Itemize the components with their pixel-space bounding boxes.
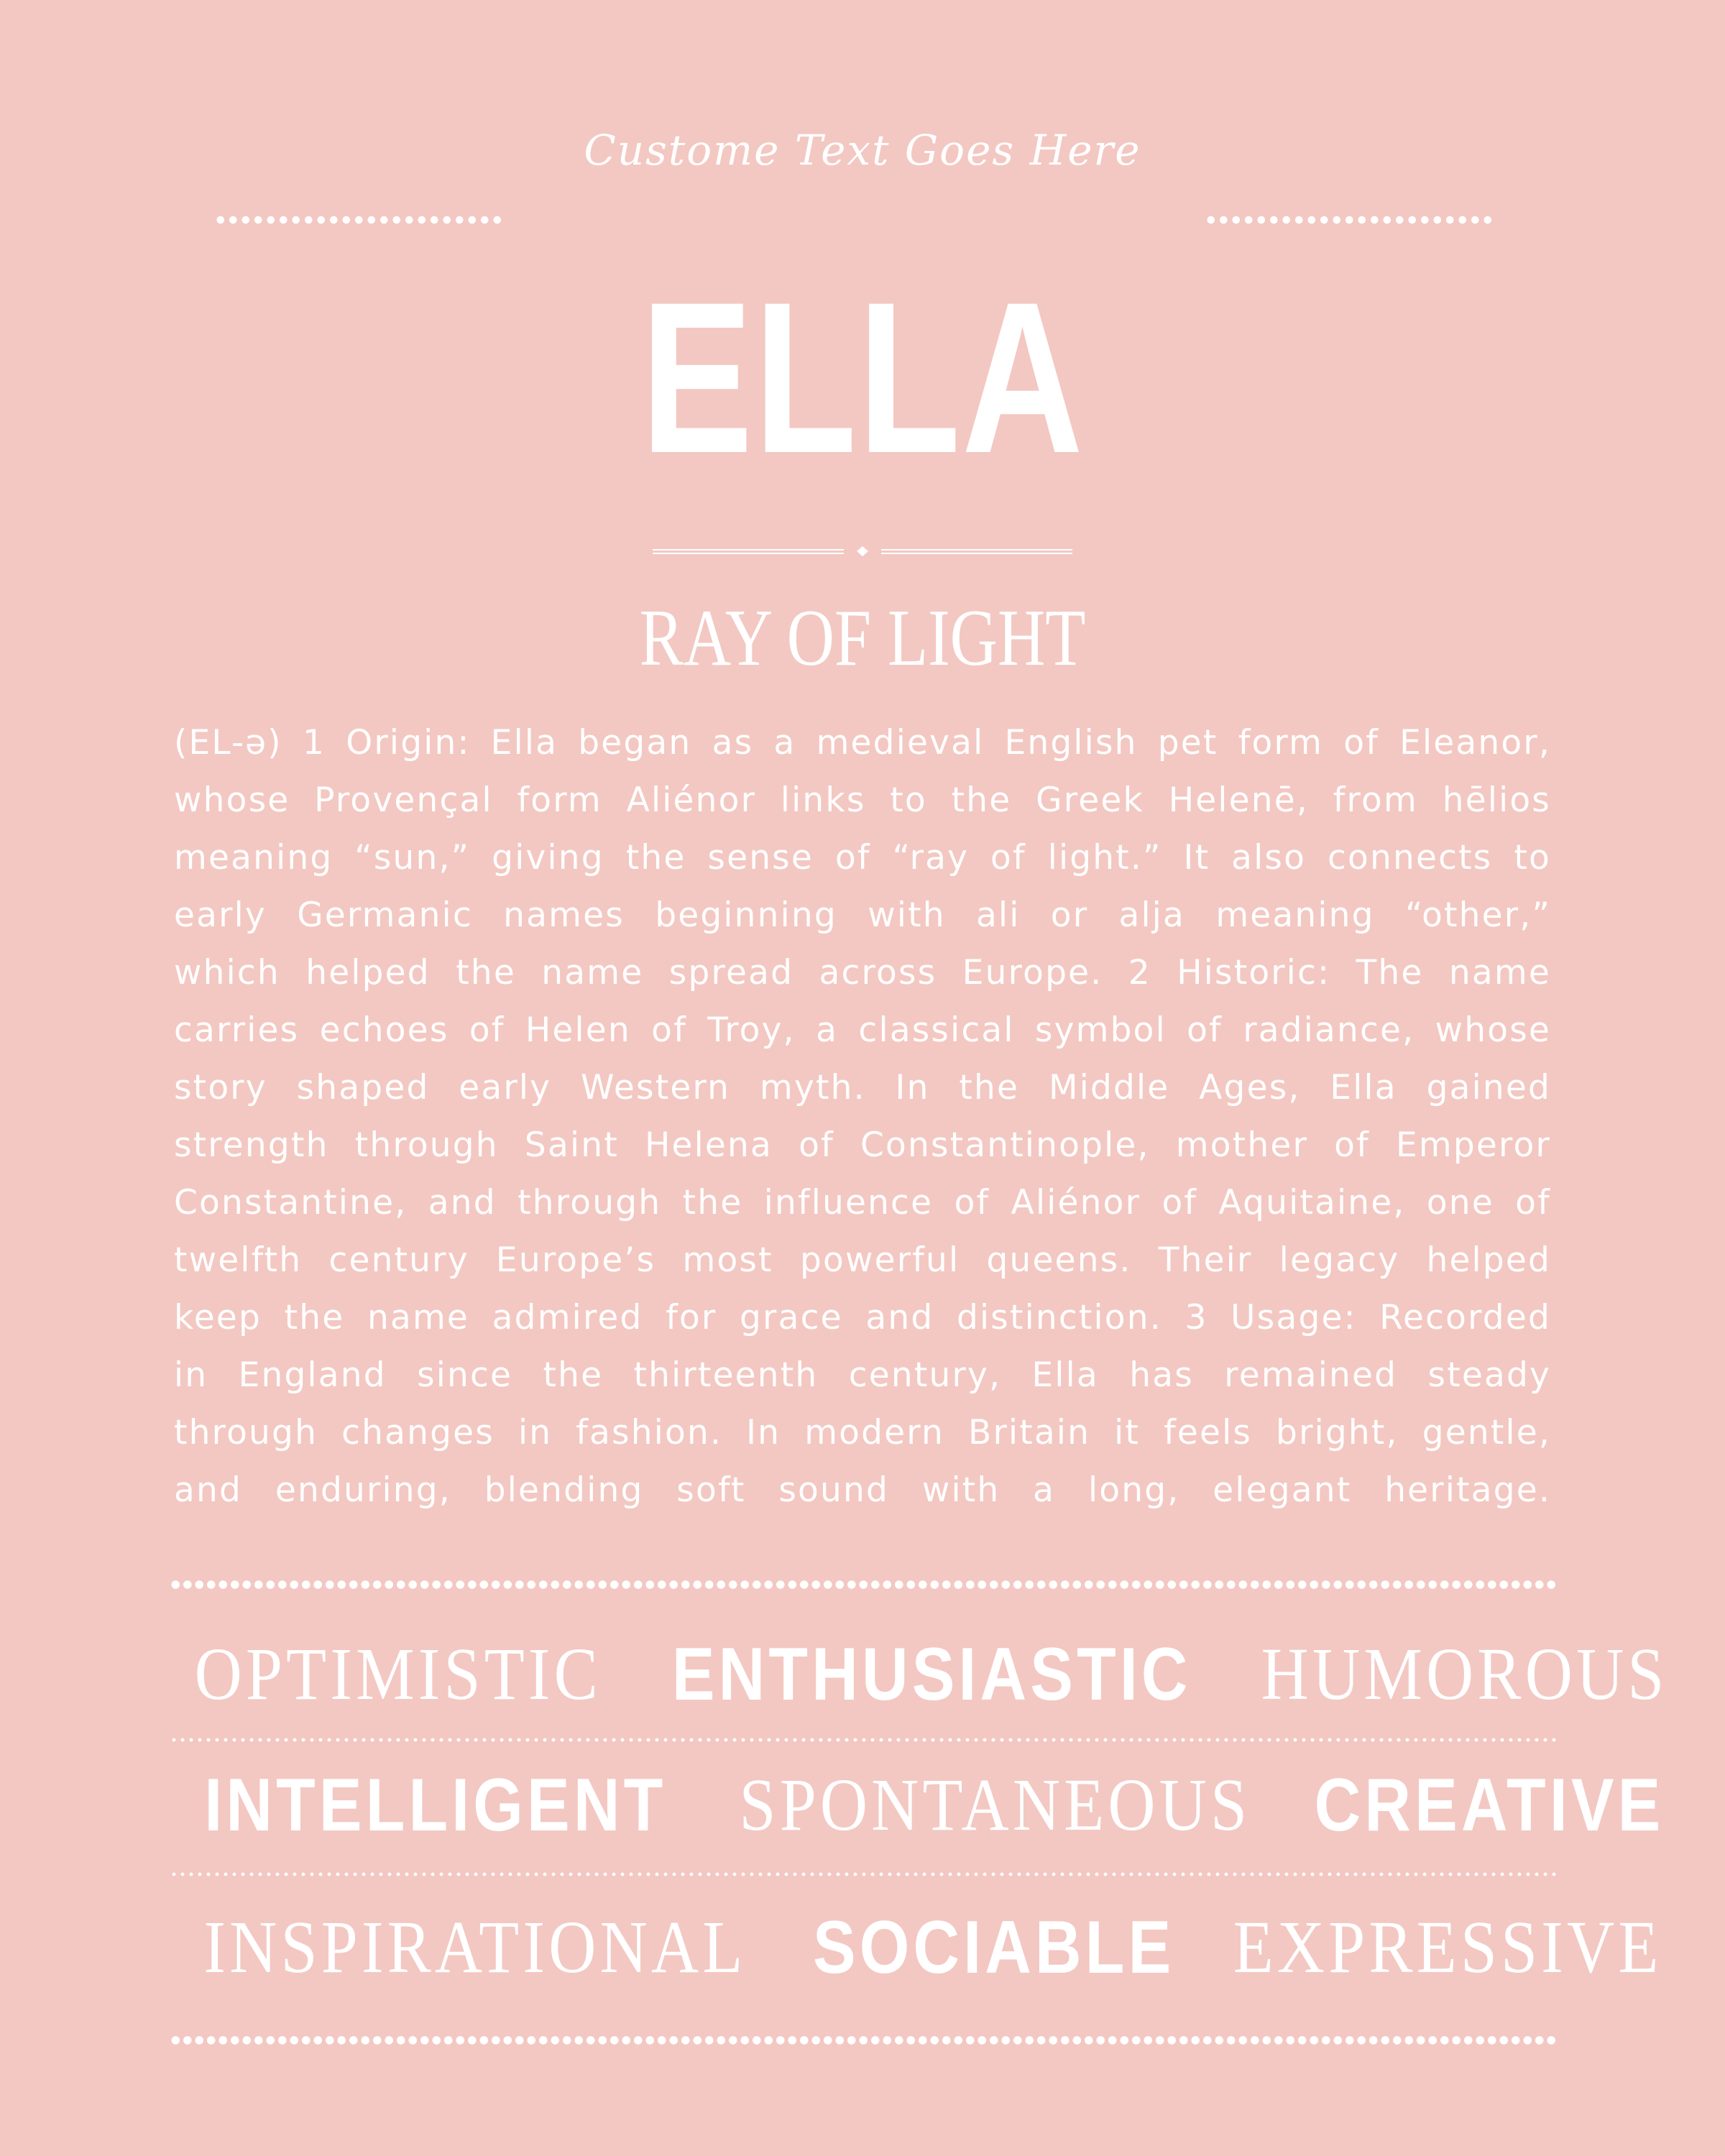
description-line: whose Provençal form Aliénor links to the Greek Helenē, from hēlios <box>174 780 1551 820</box>
name-title: ELLA <box>640 257 1085 498</box>
description-line: story shaped early Western myth. In the Middle Ages, Ella gained <box>174 1068 1551 1107</box>
description-line: Constantine, and through the influence of Aliénor of Aquitaine, one of <box>174 1183 1551 1222</box>
traits-separator-dots <box>170 1872 1557 1876</box>
description-line: early Germanic names beginning with ali or alja meaning “other,” <box>174 895 1551 935</box>
description-line: (EL-ə) 1 Origin: Ella began as a medieval English pet form of Eleanor, <box>174 723 1551 763</box>
description-line: in England since the thirteenth century, Ella has remained steady <box>174 1355 1551 1395</box>
trait-word: CREATIVE <box>1314 1764 1665 1847</box>
description-line: carries echoes of Helen of Troy, a classical symbol of radiance, whose <box>174 1010 1551 1050</box>
custom-text-label: Custome Text Goes Here <box>584 126 1141 175</box>
traits-row-3 <box>167 1904 1662 1991</box>
custom-text-heading <box>0 126 1725 175</box>
description-line: which helped the name spread across Europe. 2 Historic: The name <box>174 953 1551 992</box>
trait-word: INSPIRATIONAL <box>203 1906 747 1989</box>
description-line: keep the name admired for grace and distinction. 3 Usage: Recorded <box>174 1298 1551 1337</box>
description-line: twelfth century Europe’s most powerful queens. Their legacy helped <box>174 1240 1551 1280</box>
traits-separator-dots <box>170 1738 1557 1742</box>
name-meaning: RAY OF LIGHT <box>639 594 1086 683</box>
trait-word: INTELLIGENT <box>204 1764 667 1847</box>
diamond-ornament-icon <box>857 546 868 556</box>
description-line: strength through Saint Helena of Constantinople, mother of Emperor <box>174 1125 1551 1165</box>
description-line: and enduring, blending soft sound with a long, elegant heritage. <box>174 1470 1551 1510</box>
header-dots-left <box>214 216 506 224</box>
trait-word: SPONTANEOUS <box>739 1764 1251 1846</box>
traits-row-1 <box>167 1631 1668 1718</box>
trait-word: ENTHUSIASTIC <box>671 1633 1192 1716</box>
description-line: through changes in fashion. In modern Britain it feels bright, gentle, <box>174 1413 1551 1452</box>
header-dots-right <box>1205 216 1496 224</box>
traits-bottom-dots <box>170 2035 1557 2045</box>
ornament-divider <box>650 546 1075 556</box>
trait-word: OPTIMISTIC <box>194 1633 602 1715</box>
traits-row-2 <box>167 1762 1665 1848</box>
trait-word: EXPRESSIVE <box>1233 1906 1662 1989</box>
traits-top-dots <box>170 1580 1557 1590</box>
name-description <box>174 714 1551 1519</box>
trait-word: HUMOROUS <box>1261 1633 1668 1715</box>
trait-word: SOCIABLE <box>812 1906 1175 1989</box>
description-line: meaning “sun,” giving the sense of “ray of light.” It also connects to <box>174 838 1551 877</box>
